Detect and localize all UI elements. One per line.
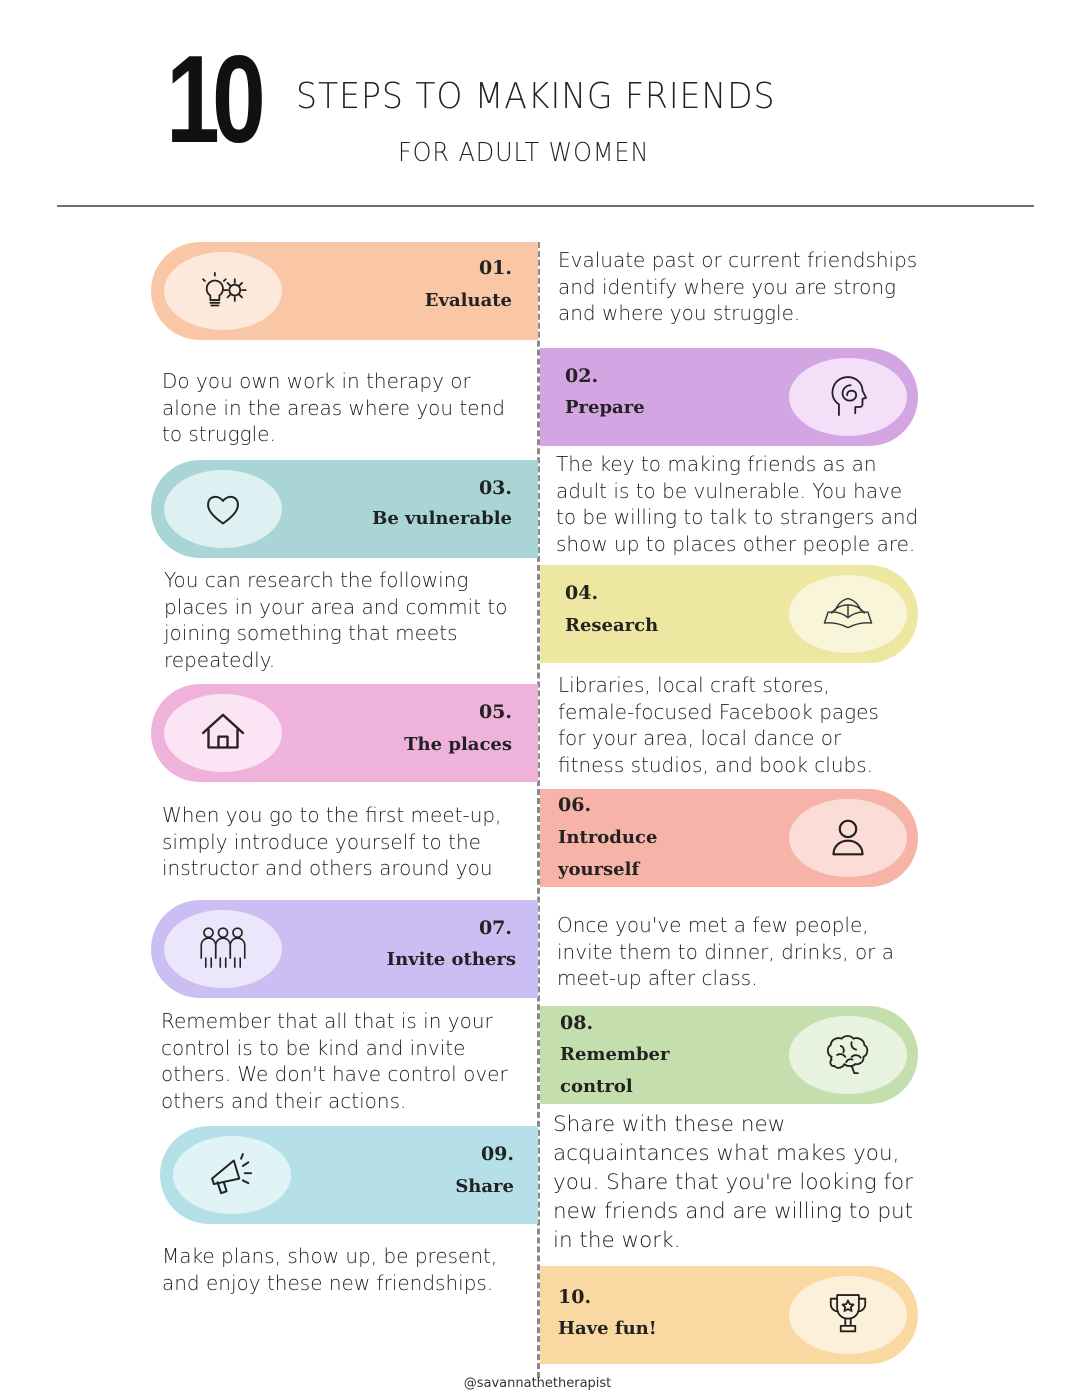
heart-icon: [194, 480, 252, 538]
step-06-label-line2: yourself: [558, 859, 640, 880]
step-02-label: Prepare: [565, 397, 645, 418]
step-01-icon-circle: [164, 252, 282, 330]
step-09-icon-circle: [173, 1136, 291, 1214]
group-icon: [194, 920, 252, 978]
step-08-number: 08.: [560, 1012, 594, 1034]
step-04-number: 04.: [565, 582, 599, 604]
brain-icon: [819, 1026, 877, 1084]
step-10-band: [540, 1266, 918, 1364]
step-05-icon-circle: [164, 694, 282, 772]
step-02-band: [540, 348, 918, 446]
step-02-icon-circle: [789, 358, 907, 436]
step-09-label: Share: [455, 1176, 514, 1197]
step-04-band: [540, 565, 918, 663]
megaphone-icon: [203, 1146, 261, 1204]
open-book-icon: [819, 585, 877, 643]
step-01-band: [151, 242, 538, 340]
step-07-label: Invite others: [386, 949, 516, 970]
step-01-description: Evaluate past or current friendships and identify where you are strong and where you struggle.: [558, 248, 918, 325]
page-title: STEPS TO MAKING FRIENDS: [296, 76, 776, 117]
step-01-label: Evaluate: [424, 290, 512, 311]
idea-gear-icon: [194, 262, 252, 320]
person-icon: [819, 809, 877, 867]
step-03-description: The key to making friends as an adult is to be vulnerable. You have to be willing to talk to strangers and show up to places other people are.: [556, 452, 919, 556]
step-07-band: [151, 900, 538, 998]
step-08-label-line2: control: [560, 1076, 633, 1097]
step-04-icon-circle: [789, 575, 907, 653]
step-10-label: Have fun!: [558, 1318, 657, 1339]
step-08-band: [540, 1006, 918, 1104]
trophy-icon: [819, 1286, 877, 1344]
step-09-band: [160, 1126, 538, 1224]
house-icon: [194, 704, 252, 762]
step-03-band: [151, 460, 538, 558]
step-07-icon-circle: [164, 910, 282, 988]
step-07-number: 07.: [478, 917, 512, 939]
step-05-description: Libraries, local craft stores, female-focused Facebook pages for your area, local dance or fitness studios, and book clubs.: [558, 673, 879, 777]
step-03-number: 03.: [478, 477, 512, 499]
page-subtitle: FOR ADULT WOMEN: [398, 138, 650, 168]
header-divider: [57, 205, 1034, 207]
step-06-band: [540, 789, 918, 887]
step-10-icon-circle: [789, 1276, 907, 1354]
header-number: 10: [166, 31, 258, 169]
step-02-number: 02.: [565, 365, 599, 387]
step-09-description: Share with these new acquaintances what makes you, you. Share that you're looking for new friends and are willing to put in the work.: [553, 1112, 914, 1253]
step-03-label: Be vulnerable: [372, 508, 512, 529]
step-05-label: The places: [404, 734, 512, 755]
step-01-number: 01.: [478, 257, 512, 279]
step-08-description: Remember that all that is in your control is to be kind and invite others. We don't have control over others and their actions.: [161, 1009, 508, 1113]
step-07-description: Once you've met a few people, invite them to dinner, drinks, or a meet-up after class.: [557, 913, 895, 990]
footer-handle: @savannathetherapist: [463, 1376, 612, 1391]
step-03-icon-circle: [164, 470, 282, 548]
step-06-icon-circle: [789, 799, 907, 877]
step-10-description: Make plans, show up, be present, and enjoy these new friendships.: [162, 1244, 498, 1295]
step-10-number: 10.: [558, 1286, 592, 1308]
step-06-number: 06.: [558, 794, 592, 816]
mind-head-icon: [819, 368, 877, 426]
step-04-description: You can research the following places in your area and commit to joining something that meets repeatedly.: [164, 568, 508, 672]
step-09-number: 09.: [480, 1143, 514, 1165]
step-06-description: When you go to the first meet-up, simply introduce yourself to the instructor and others around you: [162, 803, 502, 880]
step-05-band: [151, 684, 538, 782]
step-02-description: Do you own work in therapy or alone in the areas where you tend to struggle.: [162, 369, 505, 446]
step-08-icon-circle: [789, 1016, 907, 1094]
step-05-number: 05.: [478, 701, 512, 723]
step-08-label-line1: Remember: [560, 1044, 670, 1065]
step-06-label-line1: Introduce: [558, 827, 658, 848]
step-04-label: Research: [565, 615, 659, 636]
